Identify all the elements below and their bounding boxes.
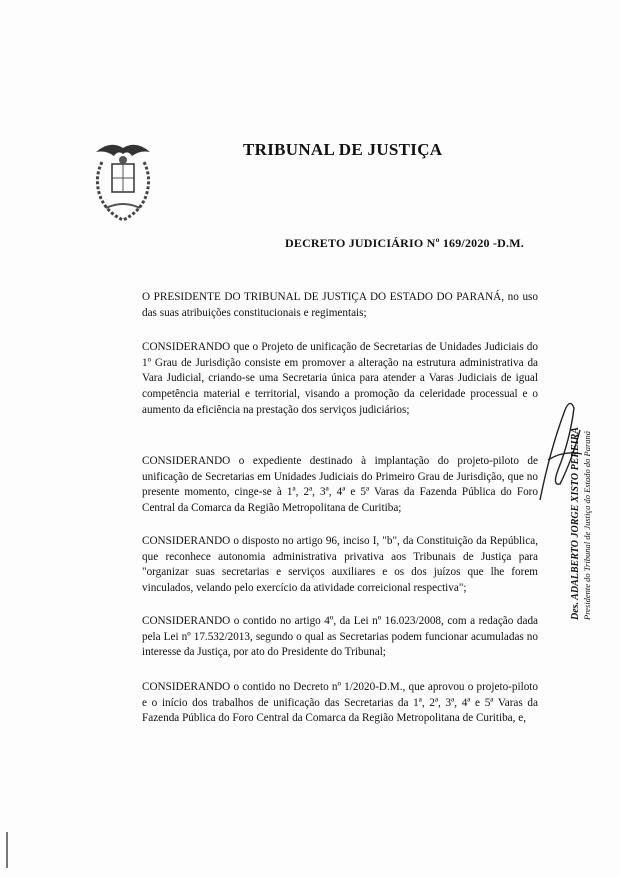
considerando-paragraph-3: CONSIDERANDO o disposto no artigo 96, inciso I, "b", da Constituição da República, que reconhece autonomia administrativa privativa aos Tribunais de Justiça para "organizar suas secretarias e serviços auxiliares e os dos juízos que lhe forem vinculados, velando pelo exercício da atividade correicional respectiva"; (142, 535, 538, 594)
decree-title: DECRETO JUDICIÁRIO Nº 169/2020 -D.M. (285, 236, 524, 250)
signatory-role: Presidente do Tribunal de Justiça do Estado do Paraná (582, 430, 592, 620)
scan-edge-mark (6, 832, 8, 868)
preamble-paragraph: O PRESIDENTE DO TRIBUNAL DE JUSTIÇA DO ESTADO DO PARANÁ, no uso das suas atribuições constitucionais e regimentais; (142, 291, 538, 319)
signatory-block (570, 380, 592, 620)
considerando-paragraph-1: CONSIDERANDO que o Projeto de unificação de Secretarias de Unidades Judiciais do 1º Grau de Jurisdição consiste em promover a alteração na estrutura administrativa da Vara Judicial, criando-se uma Secretaria única para atender a Varas Judiciais de igual competência material e territorial, visando a promoção da celeridade processual e o aumento da eficiência na prestação dos serviços judiciários; (142, 341, 538, 416)
parana-coat-of-arms-icon (90, 138, 156, 224)
institution-title: TRIBUNAL DE JUSTIÇA (243, 140, 443, 159)
signatory-name: Des. ADALBERTO JORGE XISTO PEREIRA (570, 427, 581, 620)
considerando-paragraph-2: CONSIDERANDO o expediente destinado à implantação do projeto-piloto de unificação de Secretarias em Unidades Judiciais do Primeiro Grau de Jurisdição, que no presente momento, cinge-se à 1ª, 2ª, 3ª, 4ª e 5ª Varas da Fazenda Pública do Foro Central da Comarca da Região Metropolitana de Curitiba; (142, 455, 538, 514)
considerando-paragraph-4: CONSIDERANDO o contido no artigo 4º, da Lei nº 16.023/2008, com a redação dada pela Lei nº 17.532/2013, segundo o qual as Secretarias podem funcionar acumuladas no interesse da Justiça, por ato do Presidente do Tribunal; (142, 615, 538, 659)
considerando-paragraph-5: CONSIDERANDO o contido no Decreto nº 1/2020-D.M., que aprovou o projeto-piloto e o início dos trabalhos de unificação das Secretarias da 1ª, 2ª, 3ª, 4ª e 5ª Varas da Fazenda Pública do Foro Central da Comarca da Região Metropolitana de Curitiba, e, (142, 681, 538, 725)
